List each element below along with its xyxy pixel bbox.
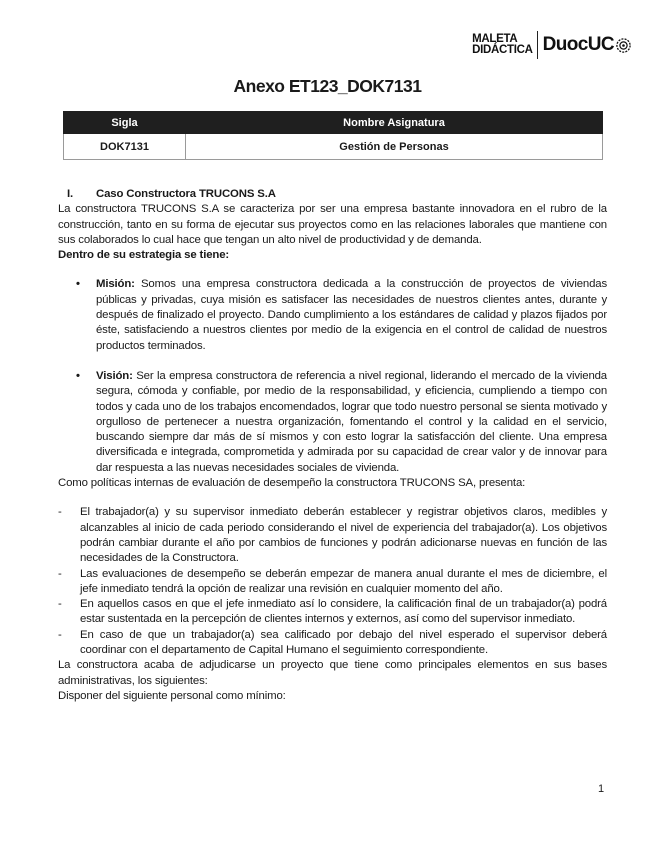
header-sigla: Sigla <box>64 112 186 134</box>
intro-paragraph: La constructora TRUCONS S.A se caracteriza por ser una empresa bastante innovadora en el rubro de la construcción, tanto en su forma de ejecutar sus proyectos como en las relaciones laborales que mantiene con sus colaborados lo cual hace que tengan un alto nivel de productividad y de demanda. <box>58 203 607 246</box>
mision-label: Misión: <box>96 278 135 291</box>
logo-brand-text: DuocUC <box>542 34 614 55</box>
policies-intro: Como políticas internas de evaluación de desempeño la constructora TRUCONS SA, presenta: <box>58 477 526 490</box>
cell-sigla: DOK7131 <box>64 134 186 160</box>
section-heading <box>67 187 607 202</box>
logo-top-text: MALETA <box>472 33 518 45</box>
section-title: Caso Constructora TRUCONS S.A <box>96 188 276 200</box>
page-number: 1 <box>598 783 605 795</box>
table-row <box>64 134 603 160</box>
list-item: - Las evaluaciones de desempeño se deberán empezar de manera anual durante el mes de diciembre, el jefe inmediato tendrá la opción de realizar una revisión en cualquier momento del año. <box>80 567 607 598</box>
header-nombre-asignatura: Nombre Asignatura <box>186 112 603 134</box>
subject-table <box>63 111 603 160</box>
mision-text: Somos una empresa constructora dedicada a la construcción de proyectos de viviendas públicas y privadas, cuya misión es satisfacer las necesidades de nuestros clientes antes, durante y después de finalizado el proyecto. Dando cumplimiento a los estándares de calidad y plazos fijados por éste, satisfaciendo a nuestros clientes por medio de la exigencia en el control de calidad de nuestros productos terminados. <box>96 278 608 352</box>
duoc-seal-icon <box>616 38 631 53</box>
staff-paragraph: Disponer del siguiente personal como mínimo: <box>58 689 286 702</box>
list-item: - En aquellos casos en que el jefe inmediato así lo considere, la calificación final de un trabajador(a) podrá estar sustentada en la percepción de clientes internos y externos, así como del supervisor inmediato. <box>80 597 607 628</box>
document-title: Anexo ET123_DOK7131 <box>233 76 422 96</box>
project-paragraph: La constructora acaba de adjudicarse un proyecto que tiene como principales elementos en sus bases administrativas, los siguientes: <box>58 659 607 687</box>
list-item: - El trabajador(a) y su supervisor inmediato deberán establecer y registrar objetivos claros, medibles y alcanzables al inicio de cada periodo considerando el nivel de experiencia del trabajador(a). Los objetivos podrán cambiar durante el año por cambios de funciones y podrán adicionarse nuevas en función de las necesidades de la Constructora. <box>80 505 607 566</box>
strategy-list <box>58 277 607 476</box>
vision-label: Visión: <box>96 369 133 382</box>
policies-list <box>58 505 607 658</box>
logo-divider <box>537 31 538 59</box>
table-header-row <box>64 112 603 134</box>
vision-text: Ser la empresa constructora de referencia a nivel regional, liderando el mercado de la vivienda segura, cómoda y confiable, por medio de la responsabilidad, y eficiencia, cumpliendo a tiempo con todos y cada uno de los trabajos encomendados, lograr que todo nuestro personal se sienta motivado y orgulloso de pertenecer a nuestra organización, fomentando el control y la calidad en el servicio, buscando siempre dar más de sí mismos y con esto lograr la satisfacción del cliente. Una empresa diversificada e integrada, comprometida y admirada por su capacidad de crear valor y de innovar para dar respuesta a las nuevas necesidades sociales de vivienda. <box>96 369 607 474</box>
strategy-heading: Dentro de su estrategia se tiene: <box>58 249 230 262</box>
list-item: - En caso de que un trabajador(a) sea calificado por debajo del nivel esperado el supervisor deberá coordinar con el departamento de Capital Humano el seguimiento correspondiente. <box>80 628 607 659</box>
maleta-didactica-logo <box>472 34 533 56</box>
list-item-vision <box>96 369 607 476</box>
document-body <box>58 187 607 704</box>
duoc-logo <box>472 31 631 59</box>
list-item-mision <box>96 277 607 353</box>
section-number: I. <box>67 188 74 200</box>
cell-nombre-asignatura: Gestión de Personas <box>186 134 603 160</box>
logo-bottom-text: DIDÁCTICA <box>472 44 533 56</box>
